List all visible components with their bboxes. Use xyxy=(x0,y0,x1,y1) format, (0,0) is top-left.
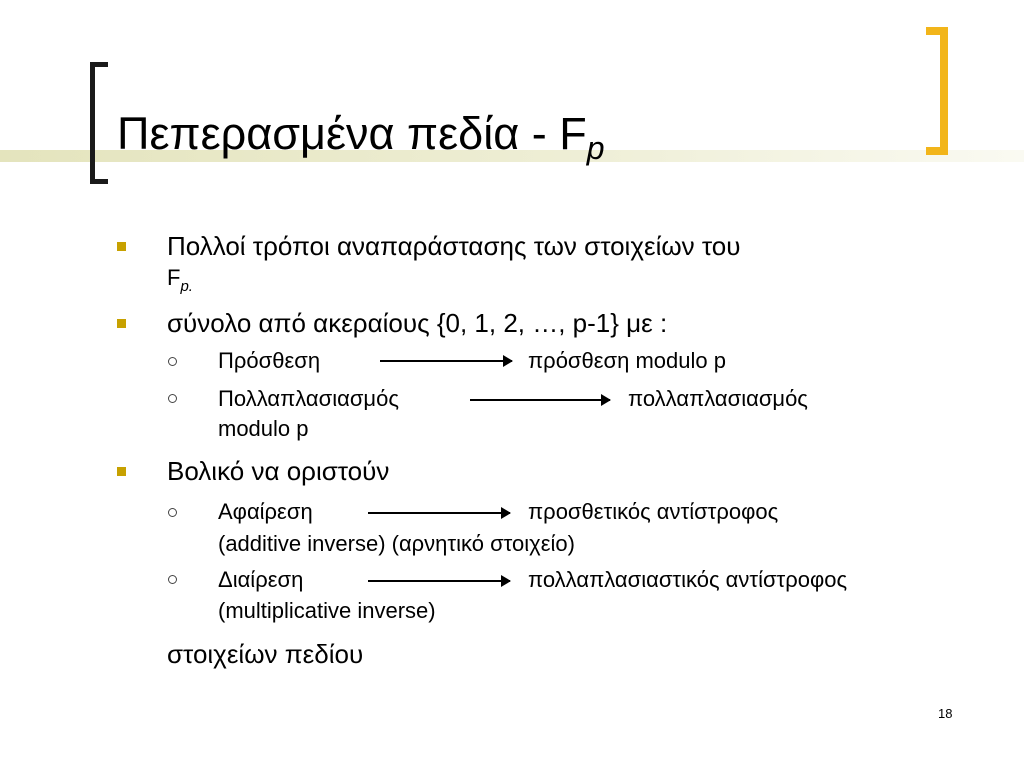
sub-bullet-multiplication-right: πολλαπλασιασμός xyxy=(628,386,808,411)
sub-bullet-subtraction-left: Αφαίρεση xyxy=(218,499,313,524)
arrow-right-icon xyxy=(368,512,510,514)
tail-text: στοιχείων πεδίου xyxy=(167,639,364,669)
bullet-2-text: σύνολο από ακεραίους {0, 1, 2, …, p-1} με : xyxy=(167,308,668,338)
sub-bullet-addition-right: πρόσθεση modulo p xyxy=(528,348,726,373)
sub-bullet-addition-left: Πρόσθεση xyxy=(218,348,321,373)
left-bracket-decoration xyxy=(90,62,108,184)
arrow-right-icon xyxy=(368,580,510,582)
bullet-1-subscript: p. xyxy=(180,278,193,295)
bullet-1-line-2 xyxy=(167,262,193,303)
sub-bullet-circle-icon xyxy=(168,357,177,366)
sub-bullet-circle-icon xyxy=(168,575,177,584)
arrow-right-icon xyxy=(380,360,512,362)
page-number: 18 xyxy=(938,706,953,721)
slide-title-subscript: p xyxy=(586,130,605,166)
bullet-1-symbol: F xyxy=(167,265,181,290)
sub-bullet-division-line-2: (multiplicative inverse) xyxy=(218,598,436,623)
sub-bullet-division-right: πολλαπλασιαστικός αντίστροφος xyxy=(528,567,848,592)
slide-title-text: Πεπερασμένα πεδία - F xyxy=(117,108,587,159)
bullet-square-icon xyxy=(117,467,126,476)
bullet-1-line-1: Πολλοί τρόποι αναπαράστασης των στοιχείων του xyxy=(167,231,741,261)
sub-bullet-subtraction-right: προσθετικός αντίστροφος xyxy=(528,499,779,524)
bullet-3-text: Βολικό να οριστούν xyxy=(167,456,390,486)
bullet-square-icon xyxy=(117,242,126,251)
sub-bullet-circle-icon xyxy=(168,394,177,403)
arrow-right-icon xyxy=(470,399,610,401)
sub-bullet-subtraction-line-2: (additive inverse) (αρνητικό στοιχείο) xyxy=(218,531,575,556)
sub-bullet-circle-icon xyxy=(168,508,177,517)
bullet-square-icon xyxy=(117,319,126,328)
sub-bullet-division-left: Διαίρεση xyxy=(218,567,304,592)
sub-bullet-multiplication-line-2: modulo p xyxy=(218,416,309,441)
slide-title xyxy=(117,108,605,174)
right-bracket-decoration xyxy=(926,27,948,155)
sub-bullet-multiplication-left: Πολλαπλασιασμός xyxy=(218,386,399,411)
